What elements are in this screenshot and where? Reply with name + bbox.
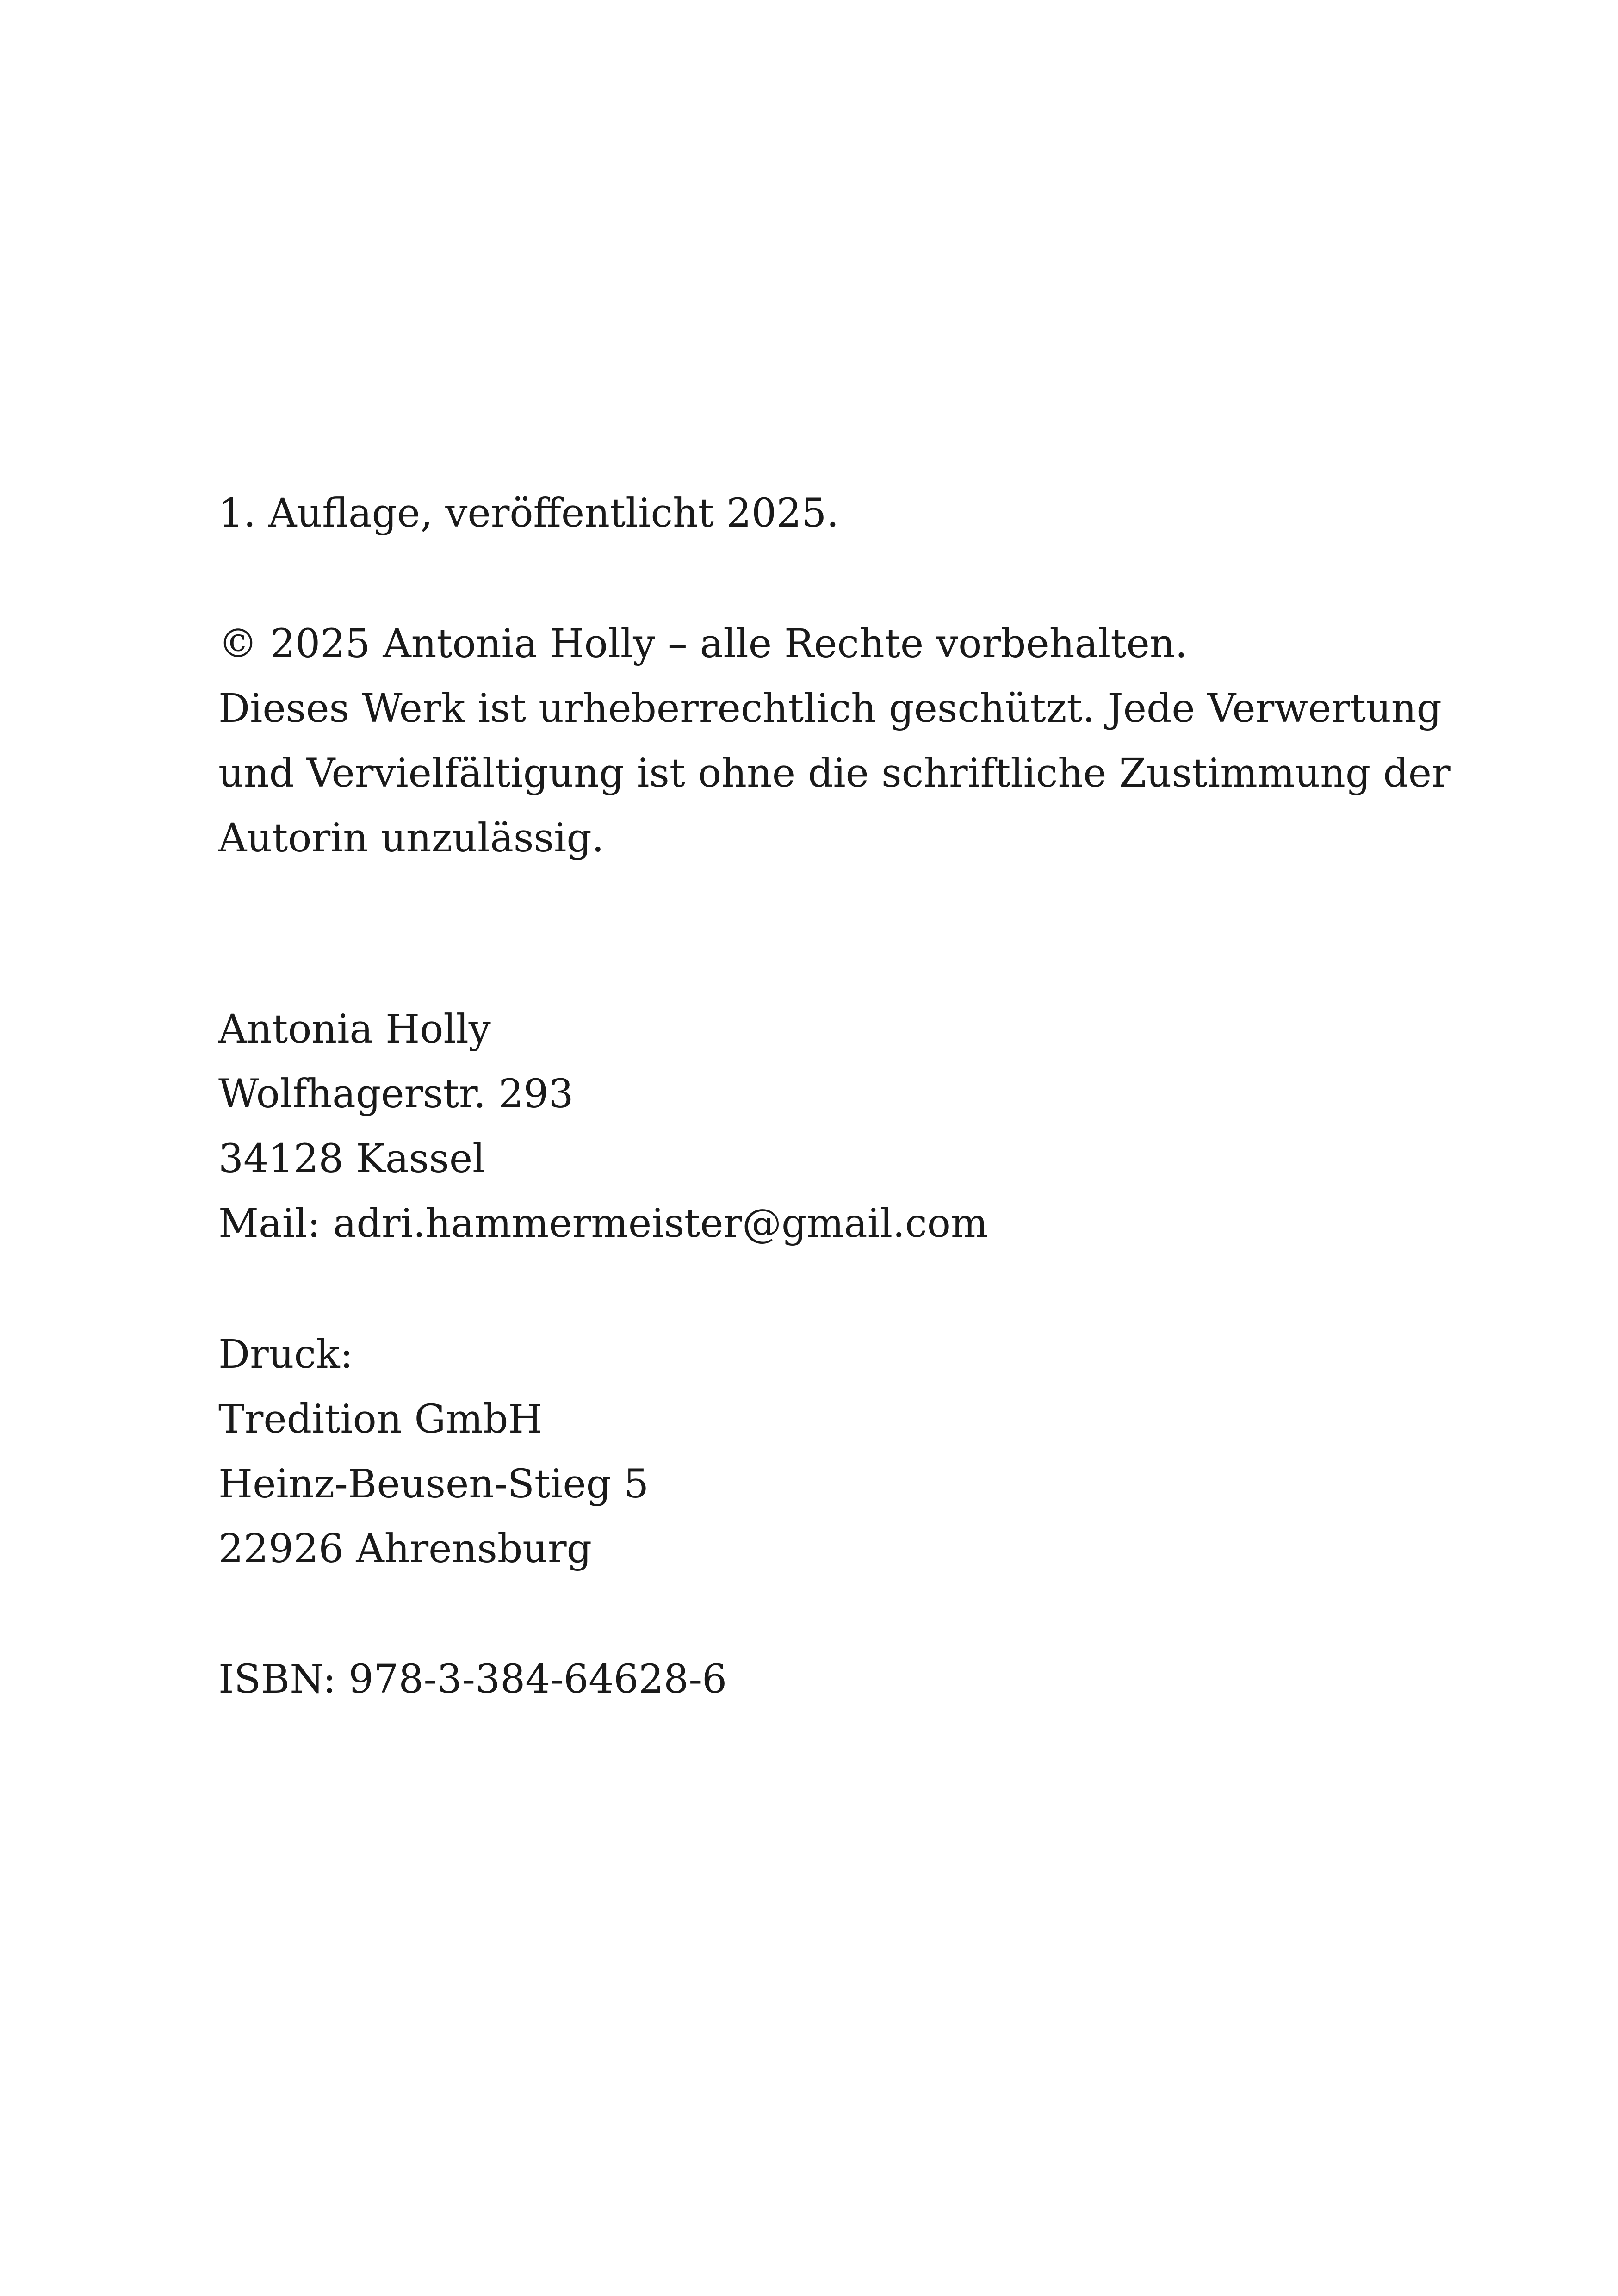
copyright-notice [218, 612, 1451, 871]
printer-street: Heinz-Beusen-Stieg 5 [218, 1461, 649, 1507]
copyright-line: Dieses Werk ist urheberrechtlich geschützt. Jede Verwertung [218, 686, 1442, 732]
copyright-line: © 2025 Antonia Holly – alle Rechte vorbehalten. [218, 621, 1188, 667]
edition-note [218, 481, 839, 546]
copyright-line: und Vervielfältigung ist ohne die schriftliche Zustimmung der [218, 751, 1451, 796]
edition-line: 1. Auflage, veröffentlicht 2025. [218, 490, 839, 536]
isbn-line: ISBN: 978-3-384-64628-6 [218, 1657, 727, 1702]
printer-company: Tredition GmbH [218, 1396, 543, 1442]
author-address [218, 997, 988, 1256]
printer-city: 22926 Ahrensburg [218, 1526, 592, 1572]
author-city: 34128 Kassel [218, 1136, 485, 1182]
isbn-note [218, 1647, 727, 1712]
printer-address [218, 1322, 649, 1582]
printer-heading: Druck: [218, 1332, 353, 1378]
copyright-line: Autorin unzulässig. [218, 815, 604, 861]
author-street: Wolfhagerstr. 293 [218, 1071, 574, 1117]
author-mail: Mail: adri.hammermeister@gmail.com [218, 1201, 988, 1247]
author-name: Antonia Holly [218, 1006, 491, 1052]
